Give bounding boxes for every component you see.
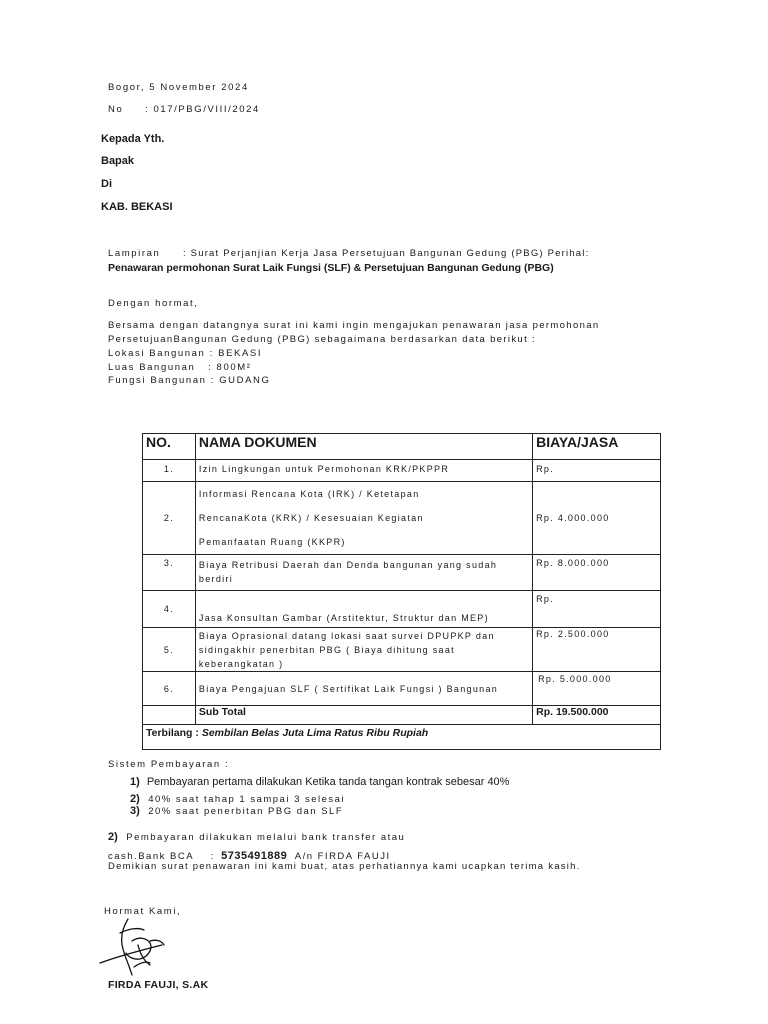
recipient-line-4: KAB. BEKASI [101, 201, 173, 213]
row-document-line: Informasi Rencana Kota (IRK) / Ketetapan [198, 489, 420, 499]
row-number: 6. [143, 672, 196, 706]
subtotal-value: Rp. 19.500.000 [533, 706, 661, 725]
row-document [195, 555, 532, 591]
payment-item-text: Pembayaran pertama dilakukan Ketika tanda tangan kontrak sebesar 40% [146, 776, 510, 788]
row-document-line: Biaya Oprasional datang lokasi saat survei DPUPKP dan [198, 631, 495, 641]
row-document-line: Biaya Retribusi Daerah dan Denda bangunan yang sudah [198, 560, 498, 570]
attachment-text: : Surat Perjanjian Kerja Jasa Persetujuan Bangunan Gedung (PBG) Perihal: [183, 248, 590, 259]
table-row [143, 555, 661, 591]
bank-separator: : [210, 851, 215, 862]
payment-item-text: 20% saat penerbitan PBG dan SLF [148, 806, 344, 817]
row-fee: Rp. 2.500.000 [533, 628, 661, 672]
row-document-line: RencanaKota (KRK) / Kesesuaian Kegiatan [198, 513, 424, 523]
document-table [142, 433, 661, 750]
header-document: NAMA DOKUMEN [195, 434, 532, 460]
bank-label: cash.Bank BCA [108, 851, 195, 862]
recipient-line-1: Kepada Yth. [101, 133, 165, 145]
transfer-text: Pembayaran dilakukan melalui bank transfer atau [126, 832, 406, 843]
row-document-line: berdiri [198, 574, 234, 584]
closing-text: Demikian surat penawaran ini kami buat, atas perhatiannya kami ucapkan terima kasih. [108, 861, 581, 872]
row-document-line: sidingakhir penerbitan PBG ( Biaya dihitung saat [198, 645, 455, 655]
row-number: 2. [143, 482, 196, 555]
payment-item [130, 776, 509, 788]
spelled-total-row [143, 725, 661, 750]
payment-item [130, 801, 343, 819]
subject-text: Penawaran permohonan Surat Laik Fungsi (SLF) & Persetujuan Bangunan Gedung (PBG) [108, 262, 554, 274]
transfer-note [108, 827, 405, 845]
transfer-number: 2) [108, 831, 118, 843]
signature-drawing [98, 915, 178, 981]
greeting: Dengan hormat, [108, 298, 199, 309]
table-row [143, 482, 661, 555]
row-document-line: Pemanfaatan Ruang (KKPR) [198, 537, 346, 547]
letter-number: : 017/PBG/VIII/2024 [145, 104, 260, 115]
payment-item-number: 2) [130, 793, 140, 805]
letter-number-label: No [108, 104, 124, 115]
row-document-line: keberangkatan ) [198, 659, 284, 669]
payment-item-number: 1) [130, 776, 140, 788]
row-document: Biaya Pengajuan SLF ( Sertifikat Laik Fungsi ) Bangunan [195, 672, 532, 706]
row-fee: Rp. 4.000.000 [533, 482, 661, 555]
table-header-row [143, 434, 661, 460]
spelled-total-label: Terbilang : [146, 727, 199, 739]
row-number: 5. [143, 628, 196, 672]
bank-owner: A/n FIRDA FAUJI [294, 851, 391, 862]
intro-line-2: PersetujuanBangunan Gedung (PBG) sebagaimana berdasarkan data berikut : [108, 334, 537, 345]
table-row [143, 672, 661, 706]
spelled-total-value: Sembilan Belas Juta Lima Ratus Ribu Rupiah [201, 727, 429, 739]
bank-account: 5735491889 [221, 850, 288, 862]
row-fee: Rp. [533, 460, 661, 482]
row-document: Izin Lingkungan untuk Permohonan KRK/PKPPR [195, 460, 532, 482]
recipient-line-2: Bapak [101, 155, 135, 167]
table-row [143, 591, 661, 628]
row-fee: Rp. 5.000.000 [533, 672, 661, 706]
intro-line-1: Bersama dengan datangnya surat ini kami ingin mengajukan penawaran jasa permohonan [108, 320, 600, 331]
row-number: 4. [143, 591, 196, 628]
subtotal-row [143, 706, 661, 725]
building-function: Fungsi Bangunan : GUDANG [108, 375, 271, 386]
header-fee: BIAYA/JASA [533, 434, 661, 460]
header-no: NO. [143, 434, 196, 460]
recipient-line-3: Di [101, 178, 112, 190]
table-row [143, 628, 661, 672]
row-document [195, 628, 532, 672]
place-date: Bogor, 5 November 2024 [108, 82, 249, 93]
attachment-label: Lampiran [108, 248, 161, 259]
row-document [195, 482, 532, 555]
signer-name: FIRDA FAUJI, S.AK [108, 979, 209, 991]
table-row [143, 460, 661, 482]
payment-item-number: 3) [130, 805, 140, 817]
building-area: Luas Bangunan : 800M² [108, 362, 252, 373]
row-number: 3. [143, 555, 196, 591]
row-fee: Rp. [533, 591, 661, 628]
row-document: Jasa Konsultan Gambar (Arstitektur, Struktur dan MEP) [195, 591, 532, 628]
row-number: 1. [143, 460, 196, 482]
regards-text: Hormat Kami, [104, 906, 182, 917]
subtotal-empty-cell [143, 706, 196, 725]
spelled-total [143, 725, 661, 750]
payment-heading: Sistem Pembayaran : [108, 759, 230, 770]
building-location: Lokasi Bangunan : BEKASI [108, 348, 263, 359]
subtotal-label: Sub Total [195, 706, 532, 725]
payment-item-text: 40% saat tahap 1 sampai 3 selesai [148, 794, 346, 805]
row-fee: Rp. 8.000.000 [533, 555, 661, 591]
